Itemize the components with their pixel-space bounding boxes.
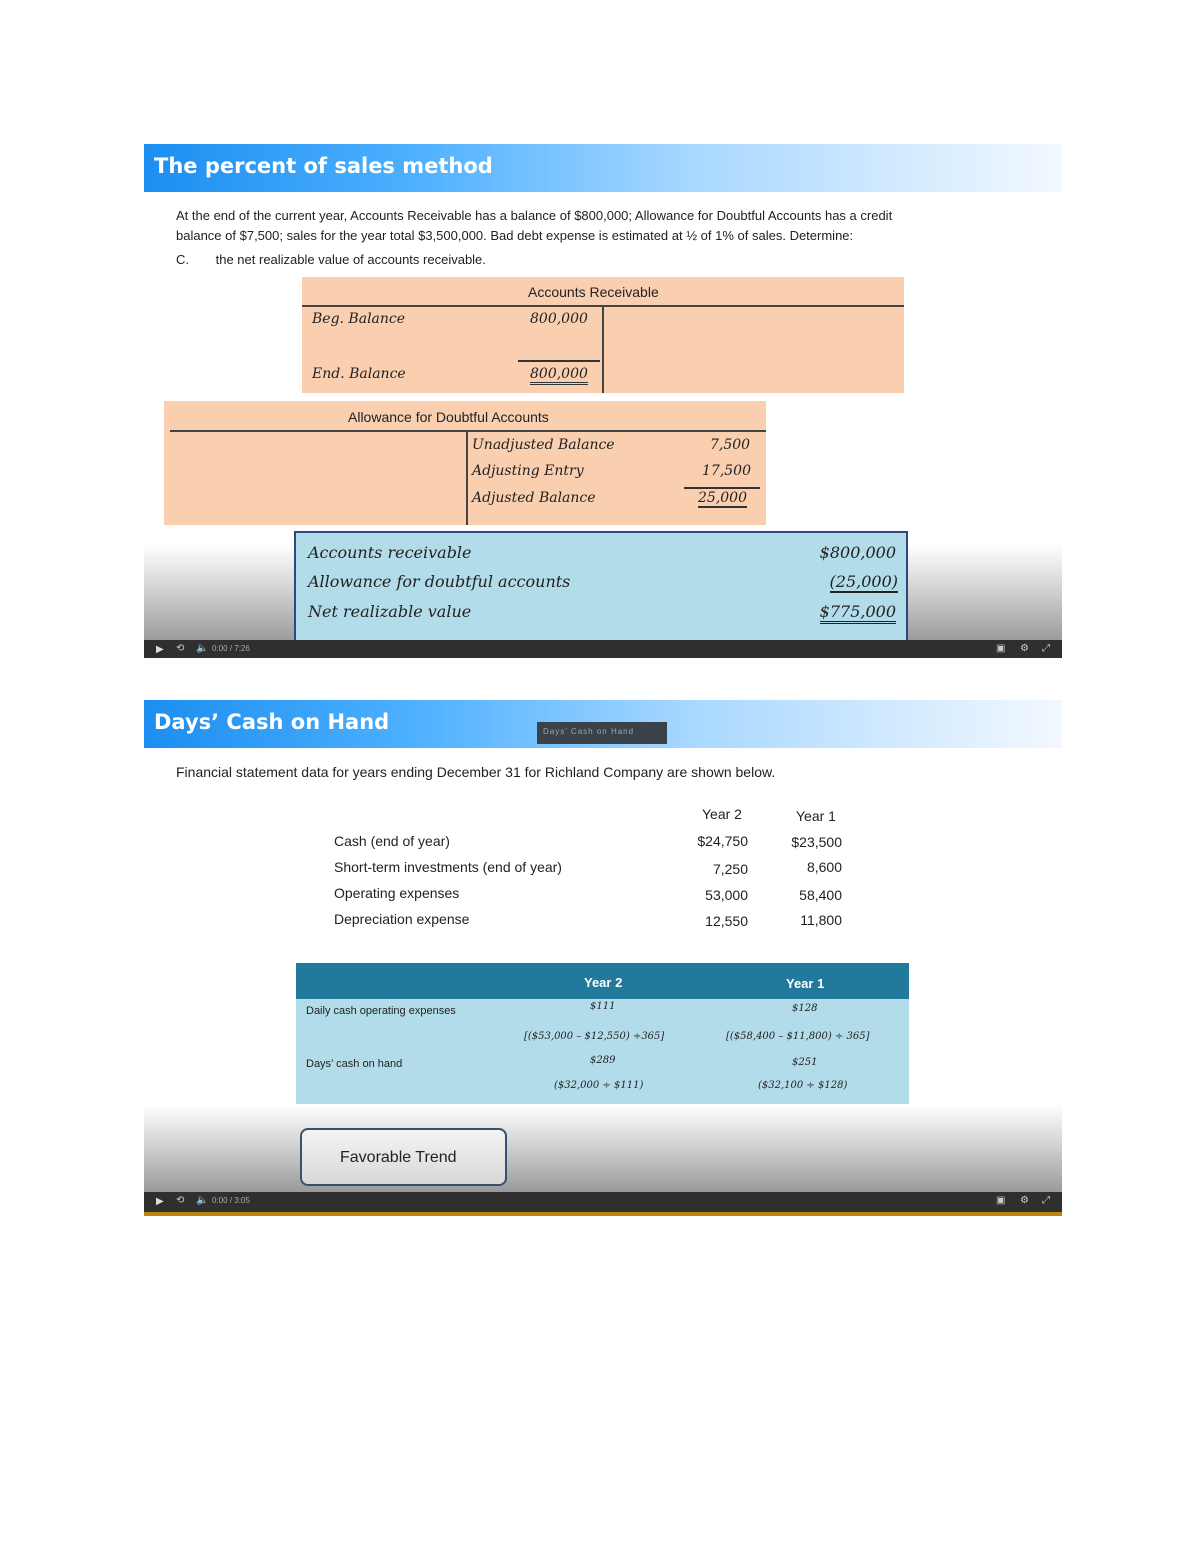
fullscreen-icon[interactable]: ⤢ [1042, 1195, 1050, 1206]
ar-end-value: 800,000 [530, 366, 588, 385]
allowance-row-value: 17,500 [702, 463, 751, 479]
nrv-label: Allowance for doubtful accounts [308, 572, 571, 591]
ar-beg-label: Beg. Balance [312, 311, 406, 327]
calc-formula: [($53,000 – $12,550) ÷365] [524, 1031, 665, 1042]
video-controls [144, 640, 1062, 658]
ar-t-account [302, 277, 904, 393]
slide-title-bar [144, 144, 1062, 192]
allowance-divider [466, 432, 468, 525]
allowance-t-account [164, 401, 766, 525]
head-year1: Year 1 [786, 976, 825, 991]
allowance-row-label: Adjusting Entry [472, 463, 584, 479]
calc-value: $251 [792, 1057, 818, 1068]
calc-value: $111 [590, 1001, 616, 1012]
progress-bar-track[interactable] [144, 1212, 1062, 1216]
row-label: Depreciation expense [334, 911, 470, 927]
row-y2: 53,000 [705, 887, 748, 903]
calc-value: $128 [792, 1003, 818, 1014]
allowance-sum-line [684, 487, 760, 489]
player-time: 0:00 / 7:26 [212, 644, 250, 653]
problem-line-2: balance of $7,500; sales for the year total $3,500,000. Bad debt expense is estimated at ½ of 1% of sales. Determine: [176, 228, 854, 243]
row-label: Cash (end of year) [334, 833, 450, 849]
calc-row-label: Daily cash operating expenses [306, 1005, 456, 1017]
calc-formula: [($58,400 – $11,800) ÷ 365] [726, 1031, 870, 1042]
slide-title: The percent of sales method [154, 154, 493, 178]
slide-days-cash-on-hand [144, 700, 1062, 1216]
captions-icon[interactable]: ▣ [996, 643, 1006, 654]
part-text: the net realizable value of accounts receivable. [215, 252, 486, 267]
nrv-label: Accounts receivable [308, 543, 472, 562]
calc-formula: ($32,100 ÷ $128) [758, 1080, 848, 1091]
gear-icon[interactable]: ⚙ [1020, 643, 1029, 654]
ar-divider [602, 307, 604, 393]
fullscreen-icon[interactable]: ⤢ [1042, 643, 1050, 654]
part-letter: C. [176, 252, 189, 267]
video-overlay-bar [144, 1104, 1062, 1192]
video-controls [144, 1192, 1062, 1212]
nrv-value: $800,000 [819, 543, 896, 562]
caption-tag: Days’ Cash on Hand [537, 722, 667, 744]
allowance-top-line [170, 430, 766, 432]
ar-beg-value: 800,000 [530, 311, 588, 327]
calc-table-header [296, 963, 909, 999]
player-time: 0:00 / 3:05 [212, 1196, 250, 1205]
play-icon[interactable]: ▶ [156, 644, 164, 655]
col-year1-header: Year 1 [796, 808, 836, 824]
captions-icon[interactable]: ▣ [996, 1195, 1006, 1206]
calc-value: $289 [590, 1055, 616, 1066]
calc-row-label: Days’ cash on hand [306, 1058, 403, 1070]
calc-table [296, 963, 909, 1104]
allowance-title: Allowance for Doubtful Accounts [348, 409, 549, 425]
row-y1: $23,500 [791, 834, 842, 850]
ar-title: Accounts Receivable [528, 284, 659, 300]
volume-icon[interactable]: 🔈 [196, 643, 209, 654]
allowance-row-value: 7,500 [710, 437, 751, 453]
skip-icon[interactable]: ⟲ [176, 1195, 185, 1206]
col-year2-header: Year 2 [702, 806, 742, 822]
allowance-row-value: 25,000 [698, 490, 747, 506]
nrv-label: Net realizable value [308, 602, 472, 621]
play-icon[interactable]: ▶ [156, 1196, 164, 1207]
slide-percent-of-sales [144, 144, 1062, 662]
calc-formula: ($32,000 ÷ $111) [554, 1080, 644, 1091]
skip-icon[interactable]: ⟲ [176, 643, 185, 654]
row-label: Short-term investments (end of year) [334, 859, 562, 875]
row-y2: 12,550 [705, 913, 748, 929]
volume-icon[interactable]: 🔈 [196, 1195, 209, 1206]
gear-icon[interactable]: ⚙ [1020, 1195, 1029, 1206]
row-y2: $24,750 [697, 833, 748, 849]
intro-text: Financial statement data for years ending December 31 for Richland Company are shown below. [176, 764, 776, 780]
row-label: Operating expenses [334, 885, 460, 901]
row-y1: 58,400 [799, 887, 842, 903]
allowance-row-label: Adjusted Balance [472, 490, 596, 506]
head-year2: Year 2 [584, 975, 623, 990]
favorable-trend-button[interactable] [300, 1128, 507, 1186]
nrv-value: (25,000) [829, 572, 898, 591]
slide-title: Days’ Cash on Hand [154, 710, 390, 734]
row-y2: 7,250 [712, 861, 748, 877]
row-y1: 11,800 [800, 912, 842, 928]
favorable-trend-label: Favorable Trend [340, 1149, 457, 1166]
problem-line-1: At the end of the current year, Accounts Receivable has a balance of $800,000; Allowance for Doubtful Accounts has a credit [176, 208, 893, 223]
nrv-box [294, 531, 908, 642]
nrv-value: $775,000 [820, 602, 896, 624]
problem-text [176, 206, 1046, 270]
allowance-row-label: Unadjusted Balance [472, 437, 615, 453]
row-y1: 8,600 [806, 859, 842, 875]
ar-sum-line [518, 360, 600, 362]
ar-end-label: End. Balance [312, 366, 406, 382]
